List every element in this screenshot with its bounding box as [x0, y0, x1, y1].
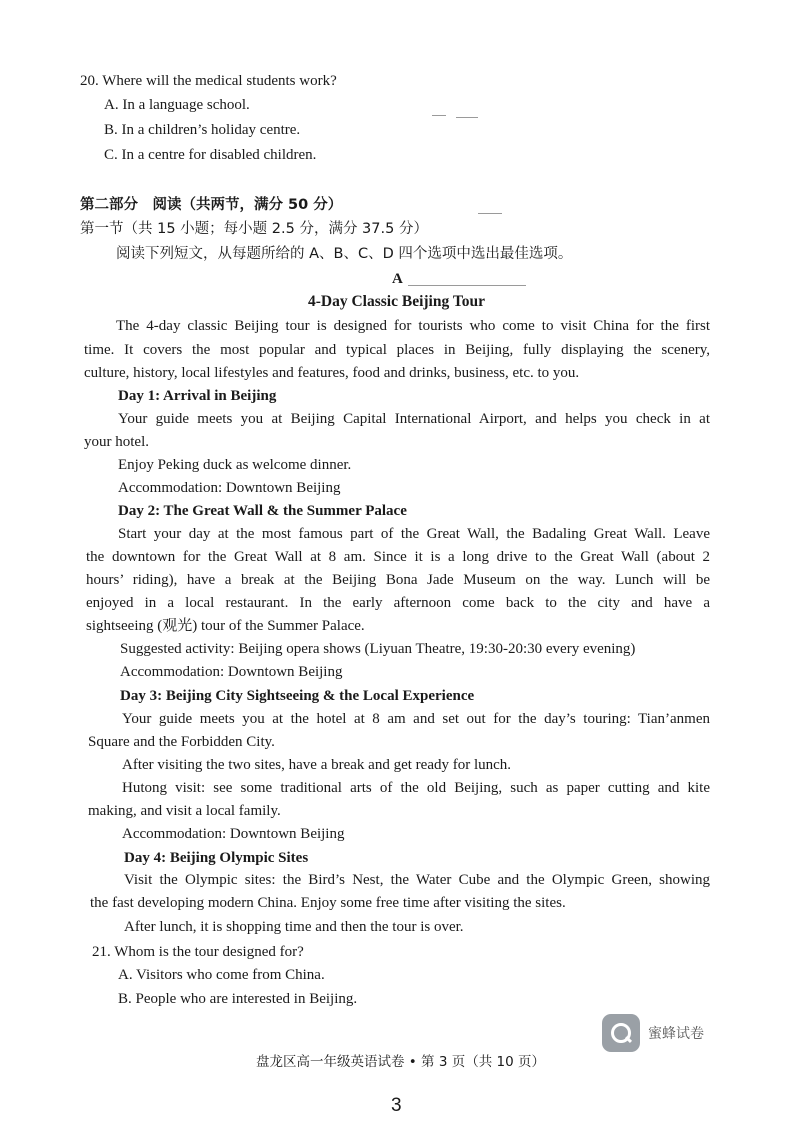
passage-letter: A	[392, 271, 403, 287]
day1-line: Accommodation: Downtown Beijing	[118, 480, 341, 496]
watermark-text: 蜜蜂试卷	[648, 1026, 704, 1042]
section-instruction: 阅读下列短文，从每题所给的 A、B、C、D 四个选项中选出最佳选项。	[116, 246, 573, 262]
day3-line: Square and the Forbidden City.	[88, 734, 275, 750]
question-21-stem: 21. Whom is the tour designed for?	[92, 944, 304, 960]
day3-line: Your guide meets you at the hotel at 8 am and set out for the day’s touring: Tian’anmen	[122, 711, 710, 727]
intro-line: time. It covers the most popular and typical places in Beijing, fully displaying the scenery,	[84, 342, 710, 358]
intro-line: culture, history, local lifestyles and features, food and drinks, business, etc. to you.	[84, 365, 580, 381]
question-20-stem: 20. Where will the medical students work?	[80, 73, 337, 89]
day4-line: After lunch, it is shopping time and then the tour is over.	[124, 919, 464, 935]
question-20-option-a: A. In a language school.	[104, 97, 250, 113]
day3-line: Accommodation: Downtown Beijing	[122, 826, 345, 842]
question-21-option-a: A. Visitors who come from China.	[118, 967, 325, 983]
day2-line: Accommodation: Downtown Beijing	[120, 664, 343, 680]
section-part-heading: 第二部分 阅读（共两节，满分 50 分）	[80, 197, 343, 213]
scan-mark	[408, 285, 526, 286]
scan-mark	[456, 117, 478, 118]
page-footer: 盘龙区高一年级英语试卷 • 第 3 页（共 10 页）	[256, 1054, 545, 1070]
intro-line: The 4-day classic Beijing tour is designed for tourists who come to visit China for the first	[116, 318, 710, 334]
day1-line: Enjoy Peking duck as welcome dinner.	[118, 457, 352, 473]
day4-line: the fast developing modern China. Enjoy some free time after visiting the sites.	[90, 895, 566, 911]
app-logo-icon	[602, 1014, 640, 1052]
day3-heading: Day 3: Beijing City Sightseeing & the Local Experience	[120, 688, 475, 704]
question-20-option-b: B. In a children’s holiday centre.	[104, 122, 301, 138]
day2-heading: Day 2: The Great Wall & the Summer Palace	[118, 503, 407, 519]
question-20-option-c: C. In a centre for disabled children.	[104, 147, 317, 163]
scan-mark	[478, 213, 502, 214]
day2-line: enjoyed in a local restaurant. In the early afternoon come back to the city and have a	[86, 595, 710, 611]
question-21-option-b: B. People who are interested in Beijing.	[118, 991, 358, 1007]
passage-title: 4-Day Classic Beijing Tour	[308, 293, 485, 310]
day2-line: hours’ riding), have a break at the Beijing Bona Jade Museum on the way. Lunch will be	[86, 572, 710, 588]
day4-heading: Day 4: Beijing Olympic Sites	[124, 850, 309, 866]
day2-line: Start your day at the most famous part of the Great Wall, the Badaling Great Wall. Leave	[118, 526, 710, 542]
section-sub-heading: 第一节（共 15 小题；每小题 2.5 分，满分 37.5 分）	[80, 221, 428, 237]
day4-line: Visit the Olympic sites: the Bird’s Nest, the Water Cube and the Olympic Green, showing	[124, 872, 710, 888]
day3-line: making, and visit a local family.	[88, 803, 281, 819]
page-number: 3	[391, 1095, 402, 1116]
day2-line: Suggested activity: Beijing opera shows (Liyuan Theatre, 19:30-20:30 every evening)	[120, 641, 636, 657]
scan-mark	[432, 115, 446, 116]
day2-line: the downtown for the Great Wall at 8 am. Since it is a long drive to the Great Wall (about 2	[86, 549, 710, 565]
day3-line: Hutong visit: see some traditional arts of the old Beijing, such as paper cutting and kite	[122, 780, 710, 796]
day3-line: After visiting the two sites, have a break and get ready for lunch.	[122, 757, 512, 773]
day1-heading: Day 1: Arrival in Beijing	[118, 388, 277, 404]
day1-line: Your guide meets you at Beijing Capital International Airport, and helps you check in at	[118, 411, 710, 427]
day2-line: sightseeing (观光) tour of the Summer Palace.	[86, 618, 365, 634]
day1-line: your hotel.	[84, 434, 149, 450]
